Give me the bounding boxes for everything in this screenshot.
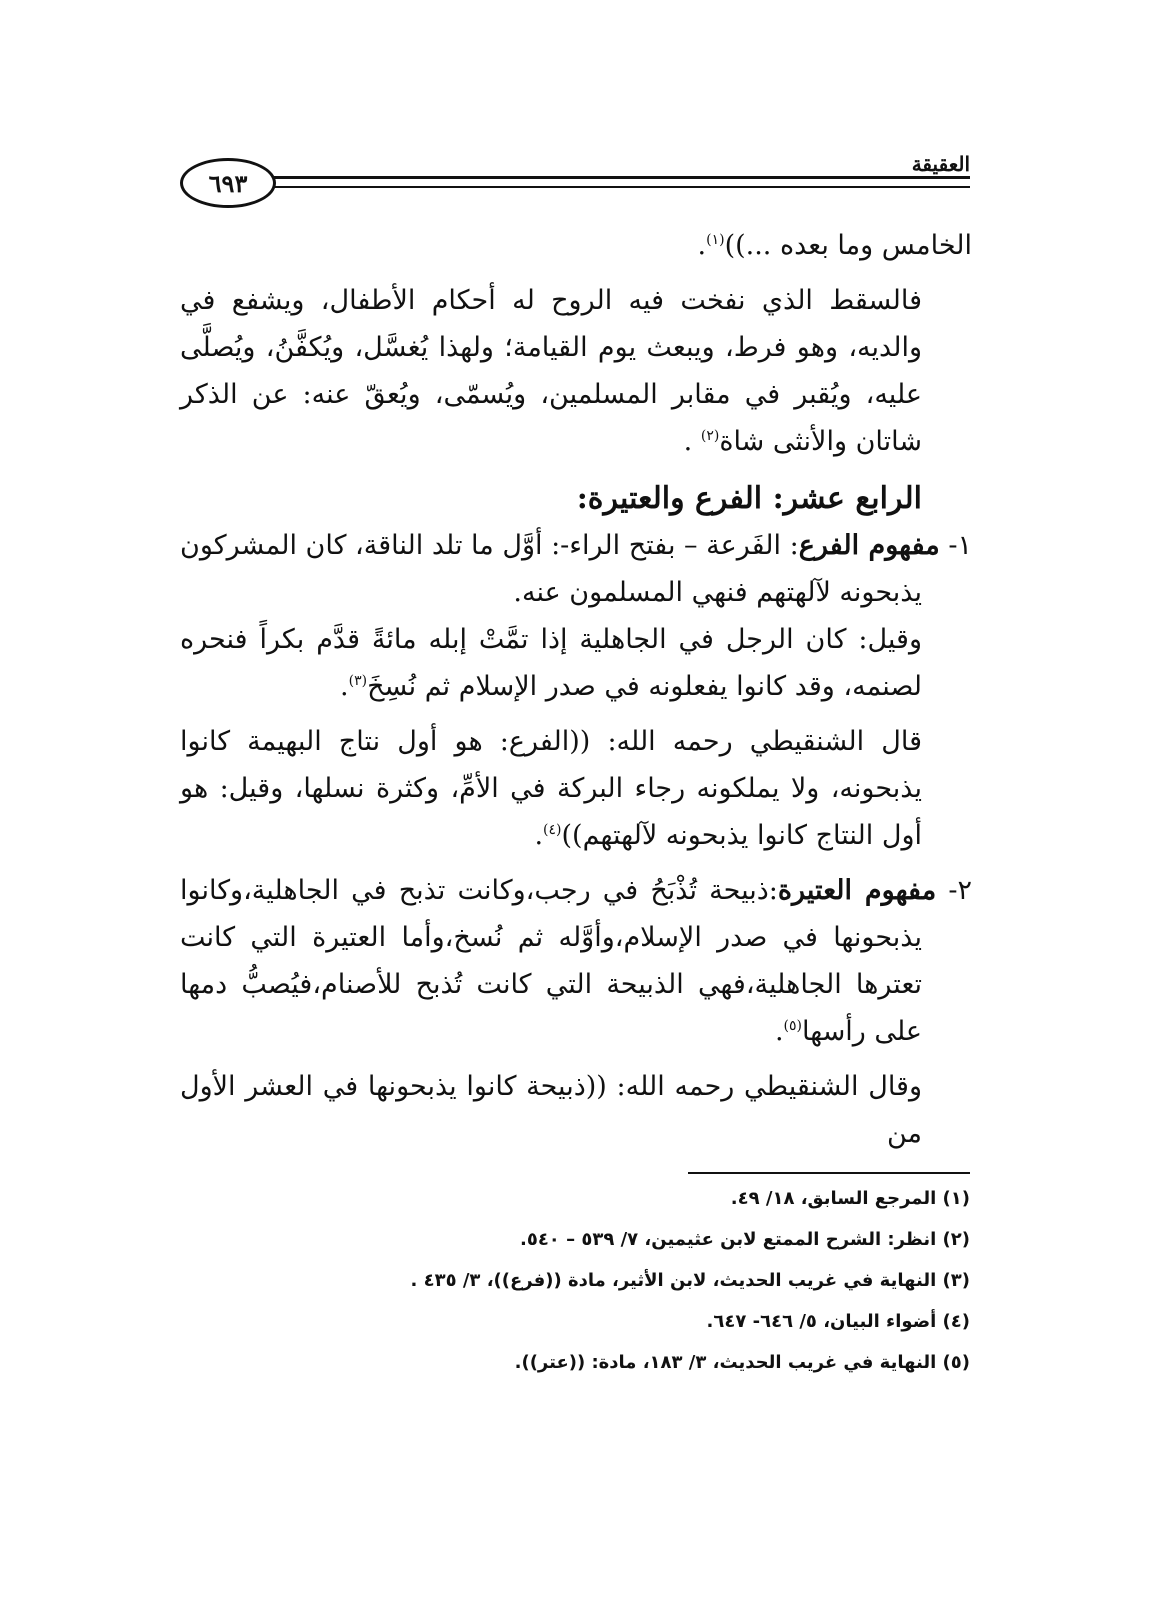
list-item-atira: ٢- مفهوم العتيرة:ذبيحة تُذْبَحُ في رجب،وكانت تذبح في الجاهلية،وكانوا يذبحونها في صدر الإسلام،وأوَّله ثم نُسخ،وأما العتيرة التي كانت تعترها الجاهلية،فهي الذبيحة التي كانت تُذبح للأصنام،فيُصبُّ دمها على رأسها$^{(٥)}$. [180, 875, 972, 1047]
page-number: ٦٩٣ [180, 158, 276, 208]
paragraph-miscarriage: فالسقط الذي نفخت فيه الروح له أحكام الأطفال، ويشفع في والديه، وهو فرط، ويبعث يوم القيامة؛ ولهذا يُغسَّل، ويُكفَّنُ، ويُصلَّى عليه، ويُقبر في مقابر المسلمين، ويُسمّى، ويُعقّ عنه: عن الذكر شاتان والأنثى شاة$^{(٢)}$ . [180, 285, 922, 457]
footnote-1: (١) المرجع السابق، ١٨/ ٤٩. [730, 1188, 970, 1209]
footnote-ref[interactable]: (١) [706, 232, 725, 248]
footnote-2: (٢) انظر: الشرح الممتع لابن عثيمين، ٧/ ٥٣٩ – ٥٤٠. [519, 1229, 970, 1250]
header-double-rule [272, 176, 970, 188]
footnote-4: (٤) أضواء البيان، ٥/ ٦٤٦- ٦٤٧. [706, 1311, 970, 1332]
running-title: العقيقة [911, 152, 970, 176]
paragraph-quote-2: وقال الشنقيطي رحمه الله: ((ذبيحة كانوا يذبحونها في العشر الأول من [180, 1071, 922, 1149]
footnote-ref[interactable]: (٣) [348, 673, 368, 689]
footnote-5: (٥) النهاية في غريب الحديث، ٣/ ١٨٣، مادة: ((عتر)). [514, 1352, 970, 1373]
footnote-ref[interactable]: (٢) [700, 428, 720, 444]
paragraph-qila: وقيل: كان الرجل في الجاهلية إذا تمَّتْ إبله مائةً قدَّم بكراً فنحره لصنمه، وقد كانوا يفعلونه في صدر الإسلام ثم نُسِخَ$^{(٣)}$. [180, 624, 922, 702]
footnotes [180, 1178, 970, 1383]
section-heading: الرابع عشر: الفرع والعتيرة: [576, 481, 922, 516]
footnote-ref[interactable]: (٥) [783, 1018, 803, 1034]
term: مفهوم العتيرة [777, 875, 937, 906]
page-header [180, 152, 970, 210]
footnote-ref[interactable]: (٤) [543, 822, 562, 838]
footnote-separator [688, 1172, 970, 1174]
main-text [180, 222, 972, 1157]
paragraph-continuation: الخامس وما بعده ...))$^{(١)}$. [697, 230, 972, 261]
footnote-3: (٣) النهاية في غريب الحديث، لابن الأثير، مادة ((فرع))، ٣/ ٤٣٥ . [410, 1270, 970, 1291]
paragraph-quote-1: قال الشنقيطي رحمه الله: ((الفرع: هو أول نتاج البهيمة كانوا يذبحونه، ولا يملكونه رجاء البركة في الأمِّ، وكثرة نسلها، وقيل: هو أول النتاج كانوا يذبحونه لآلهتهم))$^{(٤)}$. [180, 726, 922, 851]
list-item-fara: ١- مفهوم الفرع: الفَرعة – بفتح الراء-: أوَّل ما تلد الناقة، كان المشركون يذبحونه لآلهتهم فنهي المسلمون عنه. [180, 530, 972, 608]
term: مفهوم الفرع [798, 530, 940, 561]
